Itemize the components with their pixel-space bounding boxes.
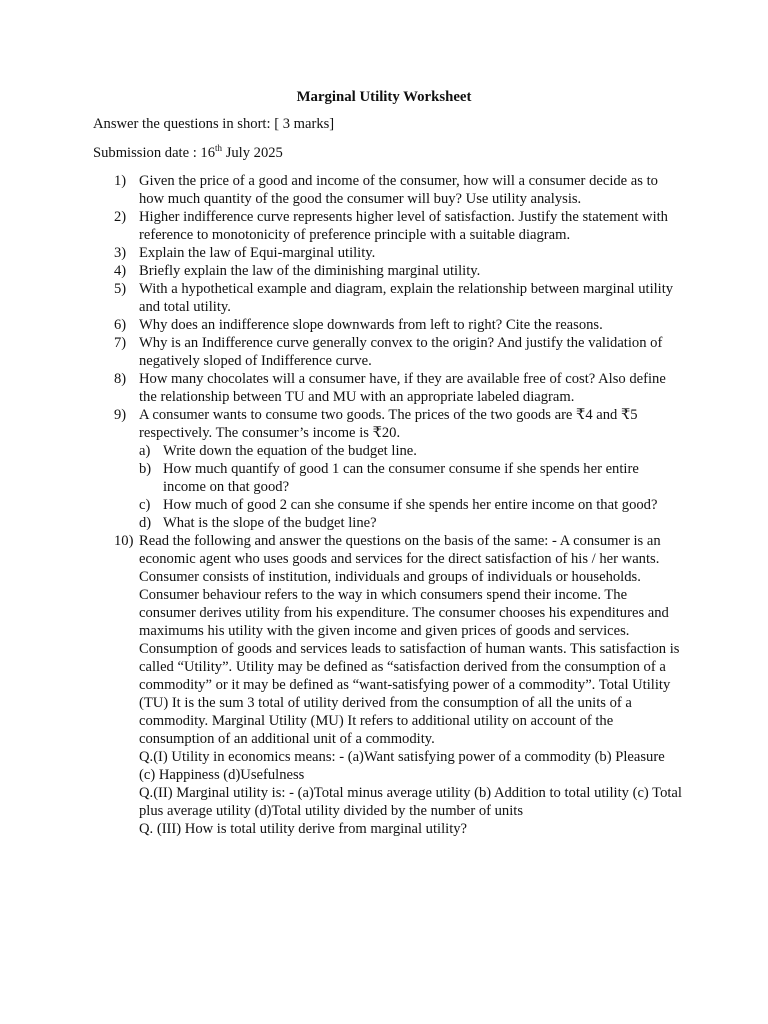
sub-question-letter: c) [139,497,151,513]
short-question-3: Q. (III) How is total utility derive from marginal utility? [139,821,468,837]
instructions-text: Answer the questions in short: [ 3 marks] [93,116,335,132]
sub-question-item [139,514,684,532]
sub-question-text: Write down the equation of the budget line. [163,443,417,459]
question-text: How many chocolates will a consumer have, if they are available free of cost? Also define the relationship between TU and MU with an appropriate labeled diagram. [139,371,666,405]
question-number: 5) [114,281,127,297]
question-text: Briefly explain the law of the diminishing marginal utility. [139,263,481,279]
question-item [114,172,684,208]
question-number: 9) [114,407,127,423]
sub-question-letter: a) [139,443,151,459]
submission-date-prefix: Submission date : 16 [93,145,216,161]
question-text: Given the price of a good and income of the consumer, how will a consumer decide as to how much quantity of the good the consumer will buy? Use utility analysis. [139,173,658,207]
question-text: Explain the law of Equi-marginal utility. [139,245,376,261]
question-number: 4) [114,263,127,279]
question-number: 7) [114,335,127,351]
question-item [114,280,684,316]
question-text: Why is an Indifference curve generally convex to the origin? And justify the validation of negatively sloped of Indifference curve. [139,335,663,369]
sub-question-letter: d) [139,515,152,531]
submission-date-ordinal: th [215,143,223,153]
question-item [114,406,684,532]
question-item [114,316,684,334]
question-item [114,208,684,244]
question-item [114,244,684,262]
sub-question-letter: b) [139,461,152,477]
question-text: With a hypothetical example and diagram, explain the relationship between marginal utility and total utility. [139,281,674,315]
question-item [114,262,684,280]
question-text: A consumer wants to consume two goods. The prices of the two goods are ₹4 and ₹5 respectively. The consumer’s income is ₹20. [139,407,638,441]
question-number: 10) [114,533,134,549]
question-list [114,172,684,838]
submission-date-suffix: July 2025 [222,145,283,161]
sub-question-text: How much of good 2 can she consume if she spends her entire income on that good? [163,497,658,513]
question-text: Higher indifference curve represents higher level of satisfaction. Justify the statement with reference to monotonicity of preference principle with a suitable diagram. [139,209,668,243]
question-item [114,370,684,406]
case-study-passage: Read the following and answer the questions on the basis of the same: - A consumer is an economic agent who uses goods and services for the direct satisfaction of his / her wants. Consumer consists of institution, individuals and groups of individuals or households. Consumer behaviour refers to the way in which consumers spend their income. The consumer derives utility from his expenditure. The consumer chooses his expenditures and maximums his utility with the given income and given prices of goods and services. Consumption of goods and services leads to satisfaction of human wants. This satisfaction is called “Utility”. Utility may be defined as “satisfaction derived from the consumption of a commodity” or it may be defined as “want-satisfying power of a commodity”. Total Utility (TU) It is the sum 3 total of utility derived from the consumption of all the units of a commodity. Marginal Utility (MU) It refers to additional utility on account of the consumption of an additional unit of a commodity. [139,533,680,747]
mcq-question-1: Q.(I) Utility in economics means: - (a)Want satisfying power of a commodity (b) Pleasure (c) Happiness (d)Usefulness [139,749,665,783]
submission-date [93,144,693,162]
question-text: Why does an indifference slope downwards from left to right? Cite the reasons. [139,317,603,333]
sub-question-item [139,496,684,514]
question-number: 1) [114,173,127,189]
sub-question-item [139,442,684,460]
worksheet-title: Marginal Utility Worksheet [296,89,472,105]
sub-question-text: What is the slope of the budget line? [163,515,377,531]
sub-question-text: How much quantify of good 1 can the consumer consume if she spends her entire income on that good? [163,461,639,495]
mcq-question-2: Q.(II) Marginal utility is: - (a)Total minus average utility (b) Addition to total utility (c) Total plus average utility (d)Total utility divided by the number of units [139,785,682,819]
question-number: 6) [114,317,127,333]
question-number: 8) [114,371,127,387]
question-item [114,532,684,838]
question-number: 3) [114,245,127,261]
question-number: 2) [114,209,127,225]
question-item [114,334,684,370]
sub-question-item [139,460,684,496]
